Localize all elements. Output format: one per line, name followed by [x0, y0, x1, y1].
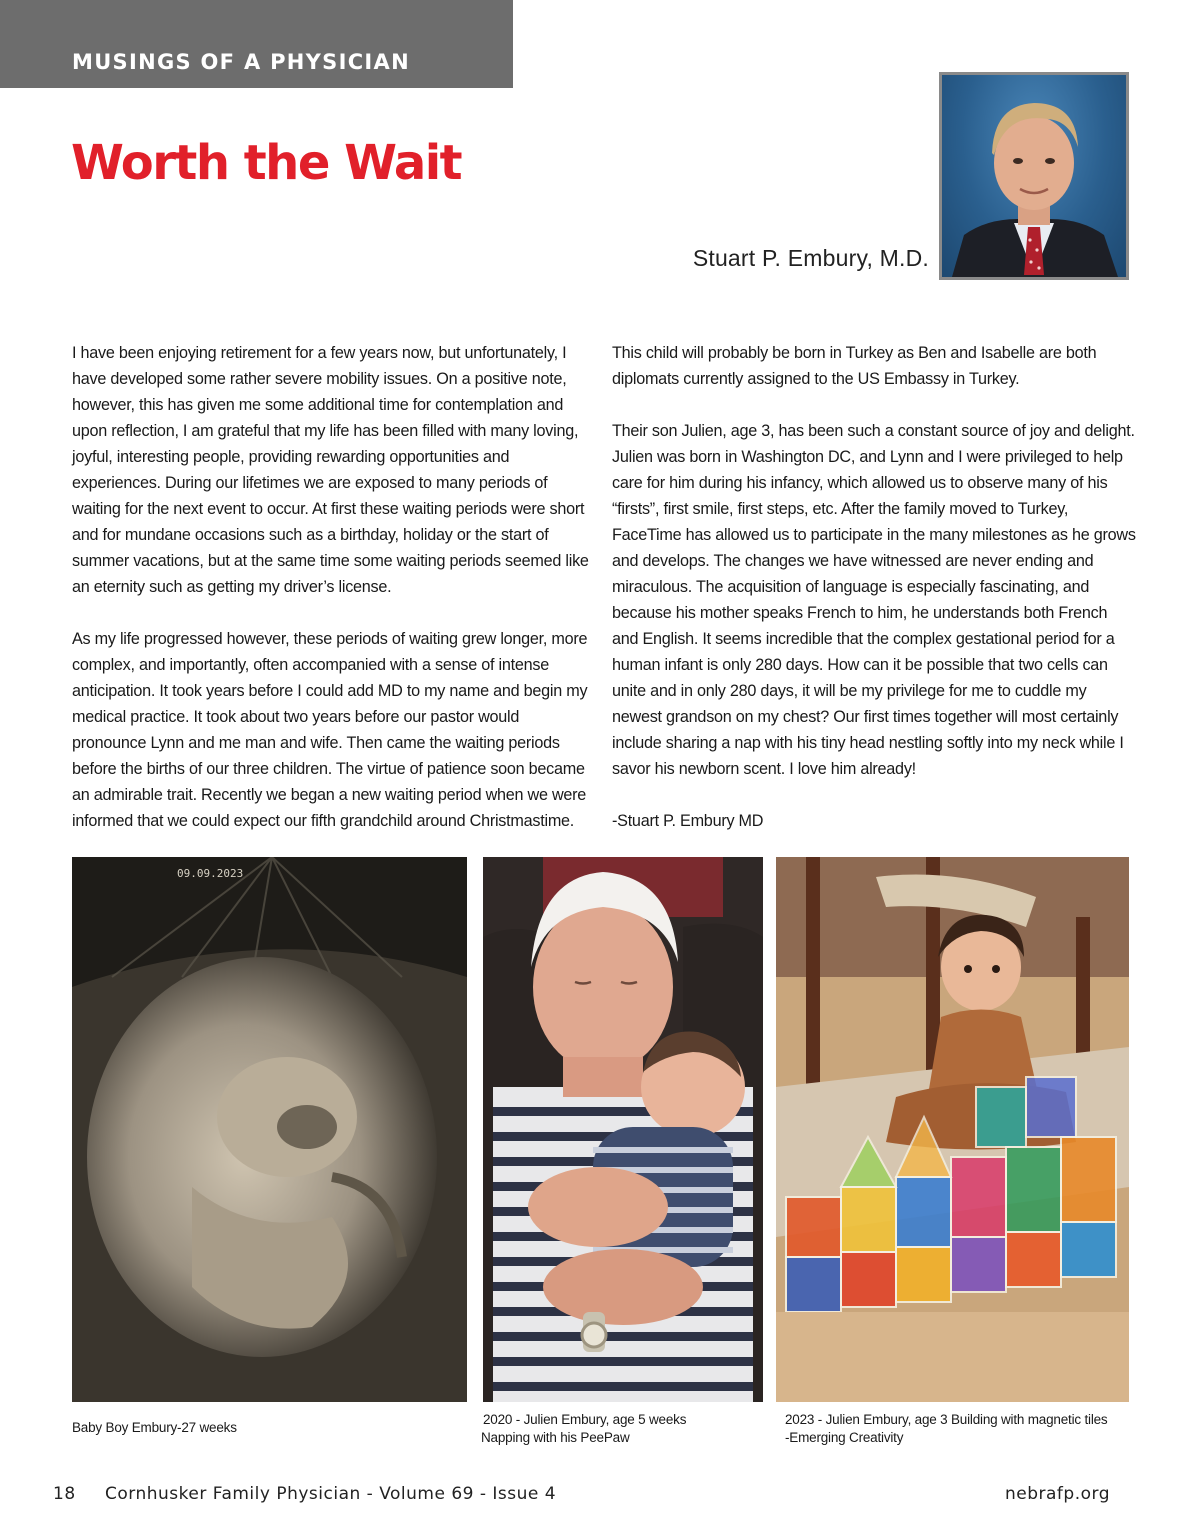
- magnetic-tiles-photo: [776, 857, 1129, 1402]
- paragraph: Their son Julien, age 3, has been such a constant source of joy and delight. Julien was born in Washington DC, and Lynn and I were privileged to help care for him during his infancy, which allowed us to observe many of his “firsts”, first smile, first steps, etc. After the family moved to Turkey, FaceTime has allowed us to participate in the many milestones as he grows and develops. The changes we have witnessed are never ending and miraculous. The acquisition of language is especially fascinating, and because his mother speaks French to him, he understands both French and English. It seems incredible that the complex gestational period for a human infant is only 280 days. How can it be possible that two cells can unite and in only 280 days, it will be my privilege for me to cuddle my newest grandson on my chest? Our first times together will most certainly include sharing a nap with his tiny head nestling softly into my neck while I savor his newborn scent. I love him already!: [612, 422, 1136, 778]
- signature: -Stuart P. Embury MD: [612, 812, 764, 830]
- paragraph: This child will probably be born in Turkey as Ben and Isabelle are both diplomats currently assigned to the US Embassy in Turkey.: [612, 344, 1097, 388]
- ultrasound-caption: Baby Boy Embury-27 weeks: [72, 1420, 237, 1435]
- section-banner: [0, 0, 513, 88]
- napping-caption-line2: Napping with his PeePaw: [481, 1430, 630, 1445]
- ultrasound-date-stamp: 09.09.2023: [177, 867, 244, 880]
- napping-photo: [483, 857, 763, 1402]
- article-title: Worth the Wait: [71, 135, 462, 191]
- publication-info: Cornhusker Family Physician - Volume 69 - Issue 4: [105, 1484, 557, 1504]
- napping-caption: [481, 1411, 771, 1447]
- article-column-right: [612, 340, 1137, 860]
- article-column-left: [72, 340, 590, 860]
- author-portrait: [939, 72, 1129, 280]
- paragraph: As my life progressed however, these periods of waiting grew longer, more complex, and importantly, often accompanied with a sense of intense anticipation. It took years before I could add MD to my name and begin my medical practice. It took about two years before our pastor would pronounce Lynn and me man and wife. Then came the waiting periods before the births of our three children. The virtue of patience soon became an admirable trait. Recently we began a new waiting period when we were informed that we could expect our fifth grandchild around Christmastime.: [72, 630, 588, 830]
- tiles-caption-line2: -Emerging Creativity: [785, 1430, 904, 1445]
- website-link[interactable]: nebrafp.org: [1005, 1484, 1110, 1504]
- tiles-caption: [785, 1411, 1130, 1447]
- paragraph: I have been enjoying retirement for a few years now, but unfortunately, I have developed some rather severe mobility issues. On a positive note, however, this has given me some additional time for contemplation and upon reflection, I am grateful that my life has been filled with many loving, joyful, interesting people, providing rewarding opportunities and experiences. During our lifetimes we are exposed to many periods of waiting for the next event to occur. At first these waiting periods were short and for mundane occasions such as a birthday, holiday or the start of summer vacations, but at the same time some waiting periods seemed like an eternity such as getting my driver’s license.: [72, 344, 589, 596]
- page-number: 18: [53, 1484, 76, 1504]
- napping-caption-line1: 2020 - Julien Embury, age 5 weeks: [483, 1412, 687, 1427]
- tiles-caption-line1: 2023 - Julien Embury, age 3 Building with magnetic tiles: [785, 1412, 1108, 1427]
- author-byline: Stuart P. Embury, M.D.: [692, 245, 929, 271]
- ultrasound-photo: [72, 857, 467, 1402]
- section-label: MUSINGS OF A PHYSICIAN: [72, 50, 410, 74]
